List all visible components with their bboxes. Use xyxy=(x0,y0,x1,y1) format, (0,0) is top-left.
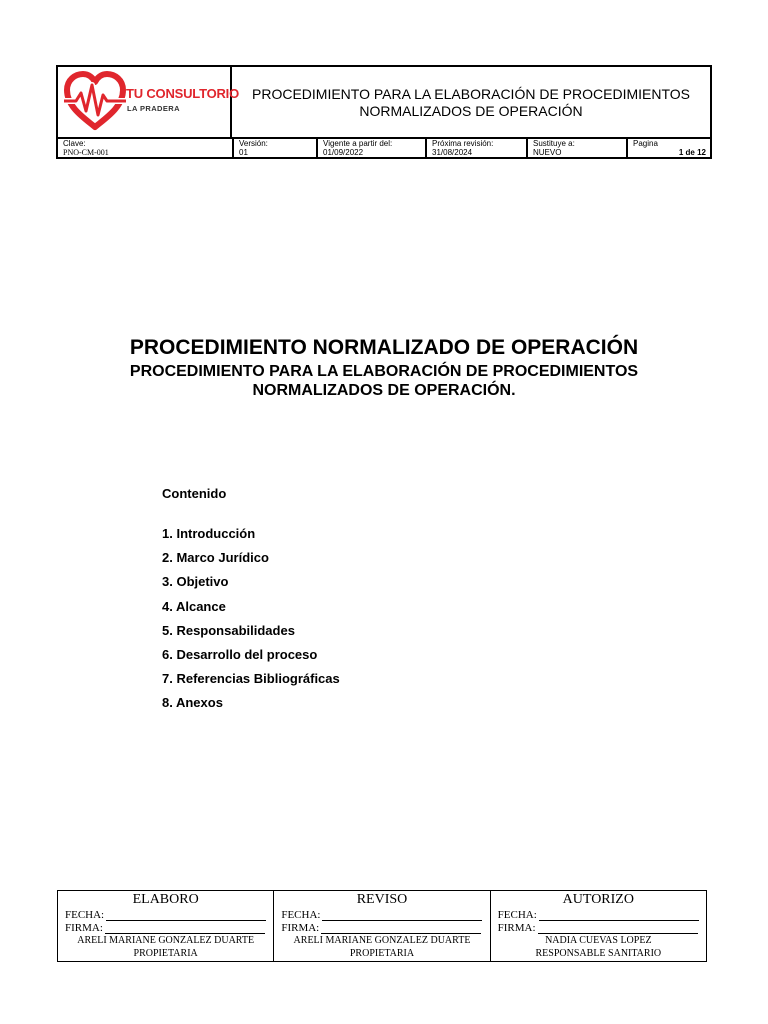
meta-pagina-label: Pagina xyxy=(633,139,658,148)
signature-date-line xyxy=(281,909,482,921)
fecha-blank xyxy=(322,910,482,921)
meta-sustituye-label: Sustituye a: xyxy=(533,139,575,148)
heart-heartbeat-logo-icon xyxy=(64,71,126,131)
header-title-line1: PROCEDIMIENTO PARA LA ELABORACIÓN DE PROCEDIMIENTOS xyxy=(252,86,690,102)
meta-pagina-value: 1 de 12 xyxy=(678,148,706,157)
signature-cell-elaboro xyxy=(58,891,274,961)
contents-item: 7. Referencias Bibliográficas xyxy=(162,671,340,687)
meta-version xyxy=(234,139,318,159)
signature-table xyxy=(57,890,707,962)
meta-vigente xyxy=(318,139,427,159)
signer-role: RESPONSABLE SANITARIO xyxy=(535,948,662,959)
signer-role: PROPIETARIA xyxy=(349,948,415,959)
firma-label: FIRMA: xyxy=(65,922,103,934)
firma-label: FIRMA: xyxy=(281,922,320,934)
logo-name: TU CONSULTORIO xyxy=(126,86,239,101)
signature-firma-line xyxy=(281,922,481,934)
meta-sustituye-value: NUEVO xyxy=(533,148,562,157)
sub-title-line2: NORMALIZADOS DE OPERACIÓN. xyxy=(252,382,516,399)
contents-item: 5. Responsabilidades xyxy=(162,622,295,638)
meta-revision-value: 31/08/2024 xyxy=(432,148,473,157)
header-title-line2: NORMALIZADOS DE OPERACIÓN xyxy=(359,103,583,119)
logo xyxy=(58,67,239,139)
signature-cell-reviso xyxy=(274,891,490,961)
signature-cell-autorizo xyxy=(491,891,706,961)
signature-heading: REVISO xyxy=(356,892,408,907)
contents-list xyxy=(162,526,340,720)
firma-blank xyxy=(105,923,265,934)
fecha-blank xyxy=(106,910,266,921)
meta-revision xyxy=(427,139,528,159)
firma-label: FIRMA: xyxy=(497,922,536,934)
contents-item: 1. Introducción xyxy=(162,526,256,541)
meta-version-label: Versión: xyxy=(239,139,268,148)
firma-blank xyxy=(321,923,481,934)
document-header xyxy=(56,65,712,159)
contents-item: 2. Marco Jurídico xyxy=(162,550,269,566)
firma-blank xyxy=(538,923,698,934)
fecha-blank xyxy=(539,910,699,921)
meta-pagina xyxy=(628,139,710,159)
signer-role: PROPIETARIA xyxy=(133,948,198,959)
meta-clave-value: PNO-CM-001 xyxy=(63,148,109,157)
signature-heading: ELABORO xyxy=(132,892,199,907)
meta-vigente-value: 01/09/2022 xyxy=(323,148,364,157)
meta-clave xyxy=(58,139,234,159)
sub-title-line1: PROCEDIMIENTO PARA LA ELABORACIÓN DE PROCEDIMIENTOS xyxy=(129,363,639,380)
contents-item: 3. Objetivo xyxy=(162,574,229,590)
signature-firma-line xyxy=(498,922,698,934)
fecha-label: FECHA: xyxy=(497,909,537,921)
meta-vigente-label: Vigente a partir del: xyxy=(323,139,393,148)
header-title xyxy=(232,67,710,139)
sub-title xyxy=(90,362,678,400)
contents-heading: Contenido xyxy=(162,486,227,501)
contents-item: 4. Alcance xyxy=(162,598,226,614)
meta-version-value: 01 xyxy=(239,148,248,157)
meta-revision-label: Próxima revisión: xyxy=(432,139,494,148)
meta-sustituye xyxy=(528,139,628,159)
signer-name: NADIA CUEVAS LOPEZ xyxy=(545,935,652,946)
signer-name: ARELI MARIANE GONZALEZ DUARTE xyxy=(293,935,471,946)
meta-clave-label: Clave: xyxy=(63,139,86,148)
signer-name: ARELI MARIANE GONZALEZ DUARTE xyxy=(77,935,255,946)
fecha-label: FECHA: xyxy=(65,909,105,921)
fecha-label: FECHA: xyxy=(281,909,321,921)
contents-item: 8. Anexos xyxy=(162,695,223,711)
signature-firma-line xyxy=(65,922,265,934)
contents-item: 6. Desarrollo del proceso xyxy=(162,646,318,662)
main-title: PROCEDIMIENTO NORMALIZADO DE OPERACIÓN xyxy=(129,336,639,359)
logo-tagline: LA PRADERA xyxy=(127,104,180,113)
signature-date-line xyxy=(65,909,266,921)
header-meta-row xyxy=(58,137,710,159)
signature-heading: AUTORIZO xyxy=(562,892,634,907)
signature-date-line xyxy=(498,909,699,921)
